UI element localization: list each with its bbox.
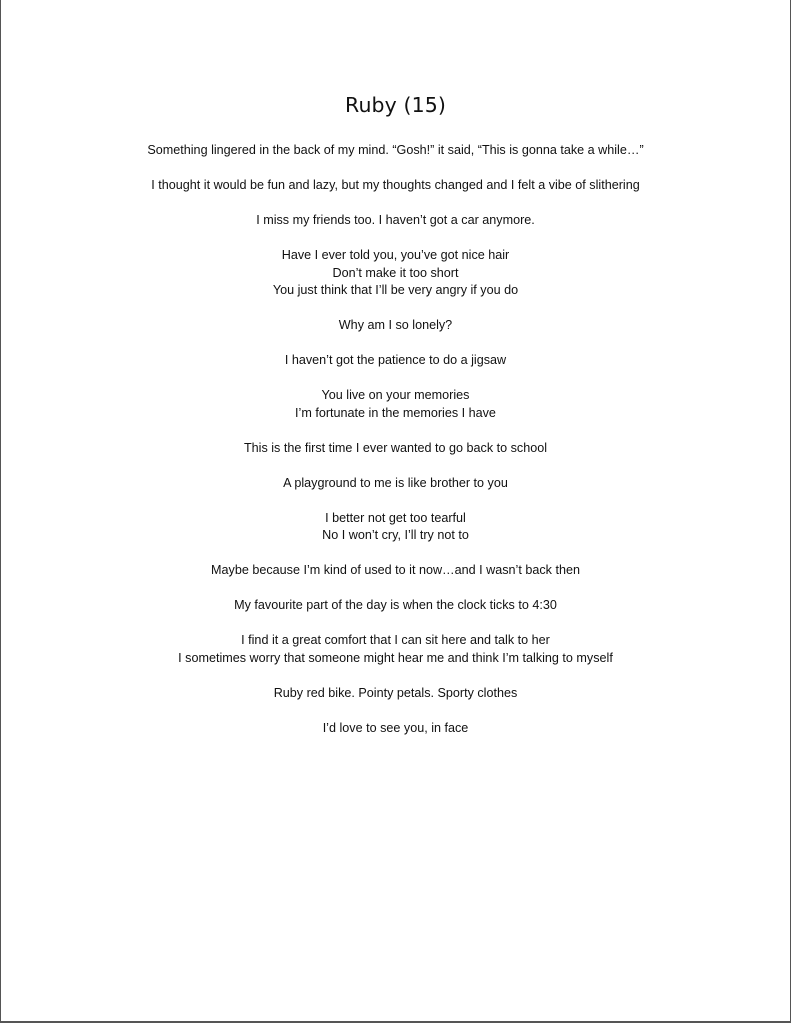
stanza — [1, 177, 790, 195]
stanza — [1, 632, 790, 667]
poem-line: I miss my friends too. I haven’t got a car anymore. — [256, 212, 535, 227]
stanza — [1, 720, 790, 738]
poem-line: My favourite part of the day is when the clock ticks to 4:30 — [234, 598, 557, 613]
poem-line: I better not get too tearful — [325, 510, 466, 525]
poem-line: Maybe because I’m kind of used to it now…and I wasn’t back then — [211, 563, 580, 578]
stanza — [1, 597, 790, 615]
poem-line: I’m fortunate in the memories I have — [295, 405, 496, 420]
poem-line: Don’t make it too short — [332, 265, 459, 280]
stanza — [1, 352, 790, 370]
poem-body — [1, 142, 790, 755]
poem-line: You live on your memories — [321, 388, 470, 403]
page-title: Ruby (15) — [345, 93, 446, 117]
poem-line: I’d love to see you, in face — [322, 720, 469, 735]
poem-line: I haven’t got the patience to do a jigsaw — [284, 353, 507, 368]
stanza — [1, 142, 790, 160]
poem-line: I sometimes worry that someone might hear me and think I’m talking to myself — [178, 650, 613, 665]
poem-line: Ruby red bike. Pointy petals. Sporty clothes — [273, 685, 518, 700]
stanza — [1, 387, 790, 422]
poem-line: A playground to me is like brother to you — [283, 475, 508, 490]
poem-line: Why am I so lonely? — [338, 318, 453, 333]
stanza — [1, 562, 790, 580]
stanza — [1, 247, 790, 300]
poem-line: No I won’t cry, I’ll try not to — [322, 528, 469, 543]
stanza — [1, 317, 790, 335]
stanza — [1, 212, 790, 230]
poem-line: Have I ever told you, you’ve got nice hair — [281, 247, 510, 262]
poem-line: This is the first time I ever wanted to go back to school — [243, 440, 548, 455]
poem-line: I thought it would be fun and lazy, but my thoughts changed and I felt a vibe of slithering — [151, 177, 640, 192]
stanza — [1, 685, 790, 703]
stanza — [1, 475, 790, 493]
stanza — [1, 440, 790, 458]
stanza — [1, 510, 790, 545]
poem-line: I find it a great comfort that I can sit here and talk to her — [241, 633, 550, 648]
poem-line: You just think that I’ll be very angry if you do — [272, 283, 519, 298]
poem-line: Something lingered in the back of my mind. “Gosh!” it said, “This is gonna take a while…” — [147, 143, 644, 157]
